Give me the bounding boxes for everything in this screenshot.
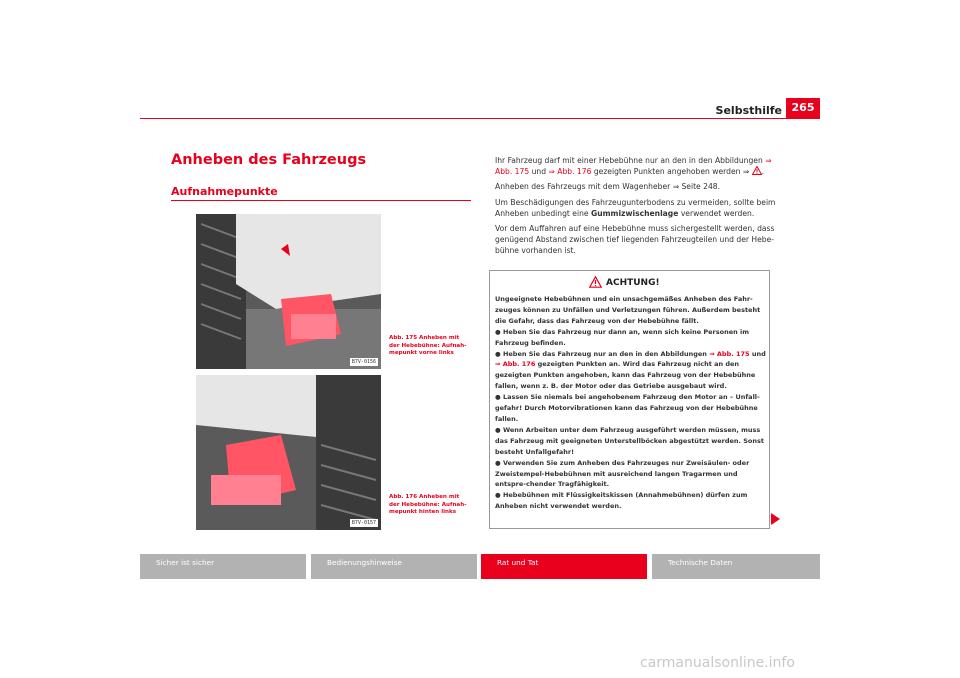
header-rule — [140, 118, 820, 119]
figure-link[interactable]: ⇒ Abb. 175 — [709, 349, 750, 358]
section-title: Anheben des Fahrzeugs — [171, 152, 367, 168]
figure-link[interactable]: ⇒ Abb. 176 — [495, 360, 536, 369]
warning-triangle-icon — [589, 276, 602, 288]
paragraph: Vor dem Auffahren auf eine Hebebühne muss sichergestellt werden, dass genügend Abstand zwischen tief liegenden Fahrzeugteilen und der Hebe-bühne vorhanden ist. — [495, 224, 775, 256]
footer-tab-rat-und-tat[interactable]: Rat und Tat — [481, 554, 647, 579]
warning-bullet: ● Heben Sie das Fahrzeug nur an den in den Abbildungen ⇒ Abb. 175 und ⇒ Abb. 176 gezeigten Punkten an. Wird das Fahrzeug nicht an den gezeigten Punkten angehoben, kann das Fahrzeug von der Hebebühne fallen, wenn z. B. der Motor oder das Getriebe ausgebaut wird. — [495, 349, 766, 391]
body-text — [495, 155, 780, 261]
warning-bullet: ● Lassen Sie niemals bei angehobenem Fahrzeug den Motor an – Unfall-gefahr! Durch Motorvibrationen kann das Fahrzeug von der Hebebühne fallen. — [495, 393, 760, 423]
warning-triangle-icon — [752, 166, 762, 175]
figure-176-image — [196, 375, 381, 530]
warning-text: Ungeeignete Hebebühnen und ein unsachgemäßes Anheben des Fahr-zeuges können zu Unfällen und Verletzungen führen. Außerdem besteht die Gefahr, dass das Fahrzeug von der Hebebühne fällt. ● Heben Sie das Fahrzeug nur dann an, wenn sich keine Personen im Fahrzeug befinden. ● Heben Sie das Fahrzeug nur an den in den Abbildungen ⇒ Abb. 175 und ⇒ Abb. 176 gezeigten Punkten an. Wird das Fahrzeug nicht an den gezeigten Punkten angehoben, kann das Fahrzeug von der Hebebühne fallen, wenn z. B. der Motor oder das Getriebe ausgebaut wird. ● Lassen Sie niemals bei angehobenem Fahrzeug den Motor an – Unfall-gefahr! Durch Motorvibrationen kann das Fahrzeug von der Hebebühne fallen. ● Wenn Arbeiten unter dem Fahrzeug ausgeführt werden müssen, muss das Fahrzeug mit geeigneten Unterstellböcken abgestützt werden. Sonst besteht Unfallgefahr! ● Verwenden Sie zum Anheben des Fahrzeuges nur Zweisäulen- oder Zweistempel-Hebebühnen mit ausreichend langen Tragarmen und entspre-chender Tragfähigkeit. ● Hebebühnen mit Flüssigkeitskissen (Annahmebühnen) dürfen zum Anheben nicht verwendet werden. — [495, 295, 766, 511]
warning-bullet: ● Hebebühnen mit Flüssigkeitskissen (Annahmebühnen) dürfen zum Anheben nicht verwendet werden. — [495, 491, 748, 511]
figure-link[interactable]: ⇒ Abb. 175 — [495, 156, 772, 177]
figure-175-image — [196, 214, 381, 369]
caption-number: Abb. 176 — [389, 494, 418, 500]
next-page-arrow-icon[interactable] — [771, 513, 780, 525]
caption-text: Anheben mit der Hebebühne: Aufnah-mepunkt vorne links — [389, 335, 467, 356]
paragraph: Um Beschädigungen des Fahrzeugunterbodens zu vermeiden, sollte beim Anheben unbedingt eine Gummizwischenlage verwendet werden. — [495, 197, 776, 218]
emphasis: Gummizwischenlage — [590, 208, 679, 218]
page-number: 265 — [786, 98, 820, 118]
warning-title: ACHTUNG! — [606, 278, 660, 288]
figure-176-caption — [389, 494, 471, 517]
footer-tab-bedienungshinweise[interactable]: Bedienungshinweise — [311, 554, 477, 579]
running-header-title: Selbsthilfe — [715, 104, 782, 117]
subsection-title: Aufnahmepunkte — [171, 185, 278, 198]
warning-bullet: ● Heben Sie das Fahrzeug nur dann an, wenn sich keine Personen im Fahrzeug befinden. — [495, 327, 750, 347]
figure-175-caption — [389, 335, 471, 358]
warning-bullet: ● Verwenden Sie zum Anheben des Fahrzeuges nur Zweisäulen- oder Zweistempel-Hebebühnen mit ausreichend langen Tragarmen und entspre-chender Tragfähigkeit. — [495, 458, 750, 489]
subsection-rule — [171, 200, 471, 201]
figure-code: B7V-0157 — [351, 520, 376, 526]
footer-tab-technische-daten[interactable]: Technische Daten — [652, 554, 820, 579]
footer-tab-sicher-ist-sicher[interactable]: Sicher ist sicher — [140, 554, 306, 579]
caption-number: Abb. 175 — [389, 335, 418, 341]
watermark: carmanualsonline.info — [640, 655, 795, 671]
figure-link[interactable]: ⇒ Abb. 176 — [548, 167, 592, 177]
figure-code: B7V-0156 — [351, 359, 376, 365]
warning-bullet: ● Wenn Arbeiten unter dem Fahrzeug ausgeführt werden müssen, muss das Fahrzeug mit geeigneten Unterstellböcken abgestützt werden. Sonst besteht Unfallgefahr! — [495, 425, 764, 456]
paragraph: Ihr Fahrzeug darf mit einer Hebebühne nur an den in den Abbildungen ⇒ Abb. 175 und ⇒ Abb. 176 gezeigten Punkten angehoben werden ⇒ . — [495, 156, 772, 177]
paragraph: Anheben des Fahrzeugs mit dem Wagenheber ⇒ Seite 248. — [495, 182, 721, 192]
warning-header — [490, 271, 769, 293]
warning-box — [489, 270, 770, 529]
caption-text: Anheben mit der Hebebühne: Aufnah-mepunkt hinten links — [389, 494, 467, 515]
